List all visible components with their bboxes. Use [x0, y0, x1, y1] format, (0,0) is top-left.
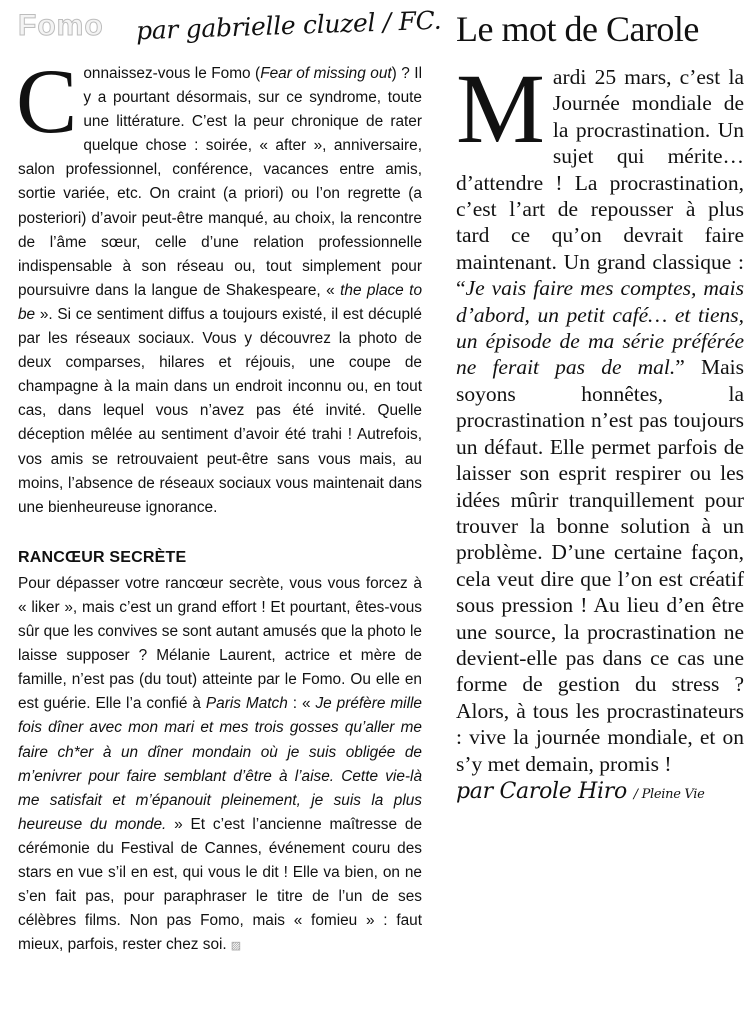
carole-title: Le mot de Carole — [456, 9, 699, 49]
fomo-section-text-2: : « — [287, 695, 316, 713]
fomo-intro-text-3: ». Si ce sentiment diffus a toujours existé, il est décuplé par les réseaux sociaux. Vous y découvrez la photo de deux comparses, hilares et réjouis, une coupe de champagne à la main dans un endroit inconnu ou, en tout cas, dans lequel vous n’avez pas été invité. Quelle déception mêlée au sentiment d’avoir été trahi ! Autrefois, vos amis se retrouvaient peut-être sans vous mais, au moins, l’absence de réseaux sociaux vous maintenait dans une bienheureuse ignorance. — [18, 305, 422, 516]
fomo-handwritten-signature: par gabrielle cluzel / FC. — [135, 5, 442, 46]
fomo-intro-paragraph — [16, 50, 423, 520]
fomo-intro-text-1: onnaissez-vous le Fomo ( — [83, 65, 261, 82]
fomo-section-paragraph — [18, 572, 422, 959]
carole-paragraph — [456, 53, 744, 777]
carole-signature-source: / Pleine Vie — [633, 786, 705, 802]
fomo-section-quote: Je préfère mille fois dîner avec mon mari et mes trois gosses qu’aller me faire ch*er à un dîner mondain où je suis obligée de m’enivrer pour faire semblant d’être à l’aise. Cette vie-là me satisfait et m’épanouit pleinement, je suis la plus heureuse du monde. — [18, 695, 422, 833]
carole-dropcap: M — [456, 53, 545, 164]
carole-quote: Je vais faire mes comptes, mais d’abord, un petit café… et tiens, un épisode de ma série préférée ne ferait pas de mal. — [456, 276, 744, 380]
fomo-intro-italic-2: the place to be — [18, 281, 422, 323]
fomo-dropcap: C — [16, 50, 78, 152]
carole-text-1: ardi 25 mars, c’est la Journée mondiale de la procrastination. Un sujet qui mérite… d’attendre ! La procrastination, c’est l’art de repousser à plus tard ce qu’on devrait faire maintenant. Un grand classique : “ — [456, 65, 744, 301]
end-mark-icon: ▨ — [230, 940, 242, 953]
fomo-intro-text-2: ) ? Il y a pourtant désormais, sur ce syndrome, toute une littérature. C’est la peur chronique de rater quelque chose : soirée, « after », anniversaire, salon professionnel, conférence, vacances entre amis, sortie variée, etc. On craint (a priori) ou l’on regrette (a posteriori) d’avoir peut-être manqué, au choix, la rencontre de l’âme sœur, celle d’une relation professionnelle indispensable à son réseau ou, tout simplement pour poursuivre dans la langue de Shakespeare, « — [18, 65, 423, 299]
fomo-section-text-3: » Et c’est l’ancienne maîtresse de cérémonie du Festival de Cannes, événement couru des stars en vue s’il en est, qui vous le dit ! Elle va bien, on ne s’en fait pas, pour paraphraser le titre de l’un de ses célèbres films. Non pas Fomo, mais « fomieu » : faut mieux, parfois, rester chez soi. — [18, 815, 423, 954]
fomo-intro-italic-1: Fear of missing out — [260, 65, 392, 82]
fomo-section-title: RANCŒUR SECRÈTE — [18, 548, 187, 566]
carole-signature-name: par Carole Hiro — [456, 778, 627, 804]
fomo-section-italic-1: Paris Match — [205, 695, 288, 713]
fomo-article — [16, 5, 442, 958]
fomo-header-word: Fomo — [18, 9, 104, 42]
fomo-header — [18, 5, 442, 62]
fomo-section-text-1: Pour dépasser votre rancœur secrète, vous vous forcez à « liker », mais c’est un grand effort ! Et pourtant, êtes-vous sûr que les convives se sont autant amusés que la photo le laisse supposer ? Mélanie Laurent, actrice et mère de famille, n’est pas (du tout) atteinte par le Fomo. Ou elle en est guérie. Elle l’a confié à — [18, 574, 422, 713]
carole-handwritten-signature — [456, 779, 744, 804]
carole-article — [456, 8, 744, 804]
carole-text-2: ” Mais soyons honnêtes, la procrastination n’est pas toujours un défaut. Elle permet parfois de laisser son esprit respirer ou les idées mûrir tranquillement pour trouver la bonne solution à un problème. D’une certaine façon, cela veut dire que l’on est créatif sous pression ! Au lieu d’en être une source, la procrastination ne devient-elle pas dans ce cas une forme de gestion du stress ? Alors, à tous les procrastinateurs : vive la journée mondiale, et on s’y met demain, promis ! — [456, 355, 744, 776]
